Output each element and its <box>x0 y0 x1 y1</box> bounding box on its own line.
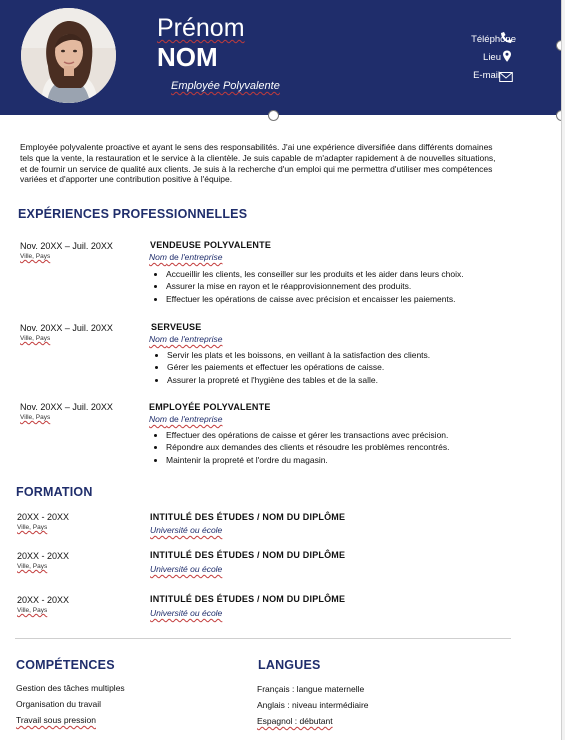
list-item: • Effectuer des opérations de caisse et gérer les transactions avec précision. <box>166 429 450 441</box>
experience-2-tasks <box>151 349 430 386</box>
education-1-degree: INTITULÉ DES ÉTUDES / NOM DU DIPLÔME <box>150 512 346 522</box>
experience-3-dates: Nov. 20XX – Juil. 20XX <box>20 402 113 412</box>
language-item: Espagnol : débutant <box>257 716 333 726</box>
last-name: NOM <box>157 42 218 72</box>
skill-item: Gestion des tâches multiples <box>16 683 125 693</box>
profile-summary: Employée polyvalente proactive et ayant le sens des responsabilités. J'ai une expérience diversifiée dans différents domaines tels que la vente, la restauration et le service à la clientèle. Je suis capable de m'adapter rapidement à de nouvelles situations, et de fournir un service de qualité aux clients. Je suis à la recherche d'un emploi qui me permettra d'utiliser mes compétences variées et d'apporter une contribution positive à l'équipe. <box>20 142 496 184</box>
experience-1-dates: Nov. 20XX – Juil. 20XX <box>20 241 113 251</box>
company-de: de <box>166 252 182 262</box>
company-name-word: Nom <box>149 252 167 262</box>
email-label: E-mail <box>473 70 500 81</box>
resize-handle-bottom[interactable] <box>268 110 279 121</box>
education-1-school: Université ou école <box>150 525 223 535</box>
list-item: • Effectuer les opérations de caisse avec précision et encaisser les paiements. <box>166 293 464 305</box>
company-entreprise-word: l'entreprise <box>181 414 223 424</box>
profile-photo <box>21 8 116 103</box>
list-item: • Maintenir la propreté et l'ordre du magasin. <box>166 454 450 466</box>
list-item: • Servir les plats et les boissons, en veillant à la satisfaction des clients. <box>167 349 430 361</box>
education-1-dates: 20XX - 20XX <box>17 512 70 522</box>
experience-3-place: Ville, Pays <box>20 414 51 421</box>
first-name: Prénom <box>157 14 245 42</box>
location-pin-icon <box>500 50 514 62</box>
section-divider <box>15 638 511 639</box>
languages-title: LANGUES <box>258 658 321 672</box>
envelope-icon <box>499 71 513 83</box>
phone-label: Téléphone <box>471 34 516 45</box>
skill-item: Organisation du travail <box>16 699 102 709</box>
location-label: Lieu <box>483 52 501 63</box>
skills-title: COMPÉTENCES <box>16 658 115 672</box>
company-name-word: Nom <box>149 414 167 424</box>
language-item: Français : langue maternelle <box>257 684 365 694</box>
phone-icon <box>499 31 513 43</box>
education-2-school: Université ou école <box>150 564 223 574</box>
company-entreprise-word: l'entreprise <box>181 252 223 262</box>
experience-1-tasks <box>150 268 464 305</box>
experience-2-place: Ville, Pays <box>20 335 51 342</box>
experience-2-company <box>149 334 222 344</box>
education-2-place: Ville, Pays <box>17 563 48 570</box>
experience-title: EXPÉRIENCES PROFESSIONNELLES <box>18 207 248 221</box>
list-item: • Répondre aux demandes des clients et résoudre les problèmes rencontrés. <box>166 441 450 453</box>
skill-item: Travail sous pression <box>16 715 96 725</box>
contact-email <box>473 70 500 81</box>
experience-3-role: EMPLOYÉE POLYVALENTE <box>149 402 271 412</box>
company-de: de <box>166 334 182 344</box>
experience-2-dates: Nov. 20XX – Juil. 20XX <box>20 323 113 333</box>
language-item: Anglais : niveau intermédiaire <box>257 700 369 710</box>
education-3-dates: 20XX - 20XX <box>17 595 70 605</box>
portrait-image <box>21 8 116 103</box>
contact-location <box>483 52 501 63</box>
education-1-place: Ville, Pays <box>17 524 48 531</box>
education-2-degree: INTITULÉ DES ÉTUDES / NOM DU DIPLÔME <box>150 550 346 560</box>
job-title: Employée Polyvalente <box>171 80 280 92</box>
experience-3-company <box>149 414 222 424</box>
experience-1-role: VENDEUSE POLYVALENTE <box>150 240 272 250</box>
list-item: • Assurer la propreté et l'hygiène des tables et de la salle. <box>167 374 430 386</box>
experience-3-tasks <box>150 429 450 466</box>
company-name-word: Nom <box>149 334 167 344</box>
education-title: FORMATION <box>16 485 93 499</box>
education-3-school: Université ou école <box>150 608 223 618</box>
education-3-place: Ville, Pays <box>17 607 48 614</box>
experience-1-place: Ville, Pays <box>20 253 51 260</box>
page-right-edge <box>561 0 565 740</box>
list-item: • Accueillir les clients, les conseiller sur les produits et les aider dans leurs choix. <box>166 268 464 280</box>
list-item: • Assurer la mise en rayon et le réapprovisionnement des produits. <box>166 280 464 292</box>
list-item: • Gérer les paiements et effectuer les opérations de caisse. <box>167 361 430 373</box>
experience-2-role: SERVEUSE <box>151 322 202 332</box>
experience-1-company <box>149 252 222 262</box>
company-de: de <box>166 414 182 424</box>
education-2-dates: 20XX - 20XX <box>17 551 70 561</box>
education-3-degree: INTITULÉ DES ÉTUDES / NOM DU DIPLÔME <box>150 594 346 604</box>
company-entreprise-word: l'entreprise <box>181 334 223 344</box>
